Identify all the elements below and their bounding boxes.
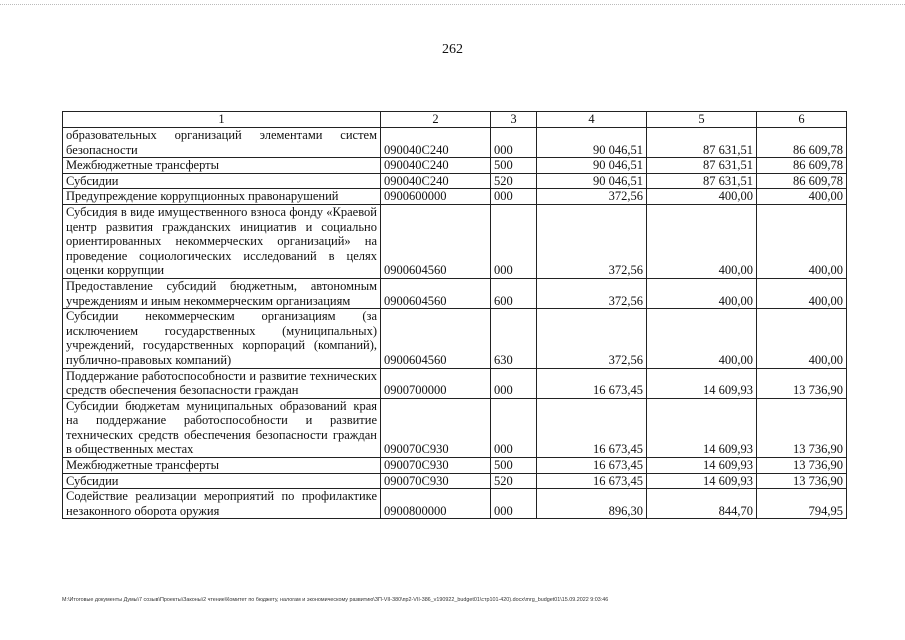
row-name: Субсидии <box>63 473 381 489</box>
row-code: 0900604560 <box>381 204 491 278</box>
row-name: Содействие реализации мероприятий по профилактике незаконного оборота оружия <box>63 489 381 519</box>
row-kvr: 630 <box>491 309 537 368</box>
row-code: 0900700000 <box>381 368 491 398</box>
table-row <box>63 173 847 189</box>
row-value-1: 16 673,45 <box>537 368 647 398</box>
row-code: 0900600000 <box>381 189 491 205</box>
row-value-3: 400,00 <box>757 309 847 368</box>
row-value-2: 14 609,93 <box>647 368 757 398</box>
row-code: 0900800000 <box>381 489 491 519</box>
row-code: 0900604560 <box>381 278 491 308</box>
table-row <box>63 189 847 205</box>
table-row <box>63 398 847 457</box>
row-value-1: 372,56 <box>537 189 647 205</box>
table-row <box>63 368 847 398</box>
row-value-3: 400,00 <box>757 204 847 278</box>
row-name: образовательных организаций элементами систем безопасности <box>63 128 381 158</box>
row-value-2: 14 609,93 <box>647 473 757 489</box>
row-value-2: 400,00 <box>647 278 757 308</box>
row-name: Субсидии бюджетам муниципальных образований края на поддержание работоспособности и развитие технических средств обеспечения безопасности граждан в общественных местах <box>63 398 381 457</box>
row-kvr: 500 <box>491 158 537 174</box>
header-col-4: 4 <box>537 112 647 128</box>
row-value-1: 896,30 <box>537 489 647 519</box>
row-value-3: 400,00 <box>757 278 847 308</box>
row-name: Субсидия в виде имущественного взноса фонду «Краевой центр развития гражданских инициатив и социально ориентированных некоммерческих организаций» на проведение социологических исследований в целях оценки коррупции <box>63 204 381 278</box>
row-kvr: 520 <box>491 473 537 489</box>
row-kvr: 000 <box>491 398 537 457</box>
row-name: Предупреждение коррупционных правонарушений <box>63 189 381 205</box>
row-value-3: 86 609,78 <box>757 158 847 174</box>
row-code: 090040С240 <box>381 173 491 189</box>
row-value-3: 13 736,90 <box>757 398 847 457</box>
row-value-1: 90 046,51 <box>537 128 647 158</box>
row-value-1: 372,56 <box>537 278 647 308</box>
row-value-3: 86 609,78 <box>757 128 847 158</box>
row-value-2: 400,00 <box>647 309 757 368</box>
row-value-2: 87 631,51 <box>647 173 757 189</box>
row-value-1: 90 046,51 <box>537 173 647 189</box>
row-value-1: 16 673,45 <box>537 458 647 474</box>
row-name: Субсидии некоммерческим организациям (за исключением государственных (муниципальных) учреждений, государственных корпораций (компаний), публично-правовых компаний) <box>63 309 381 368</box>
budget-table <box>62 111 847 519</box>
row-name: Предоставление субсидий бюджетным, автономным учреждениям и иным некоммерческим организациям <box>63 278 381 308</box>
table-header-row <box>63 112 847 128</box>
page-number: 262 <box>442 42 463 57</box>
row-code: 0900604560 <box>381 309 491 368</box>
header-col-3: 3 <box>491 112 537 128</box>
row-value-1: 372,56 <box>537 204 647 278</box>
row-value-3: 86 609,78 <box>757 173 847 189</box>
row-value-1: 16 673,45 <box>537 473 647 489</box>
header-col-6: 6 <box>757 112 847 128</box>
row-code: 090040С240 <box>381 128 491 158</box>
table-row <box>63 278 847 308</box>
top-border-line <box>0 4 905 5</box>
row-value-3: 400,00 <box>757 189 847 205</box>
table-row <box>63 458 847 474</box>
row-kvr: 500 <box>491 458 537 474</box>
row-value-3: 13 736,90 <box>757 458 847 474</box>
row-value-3: 13 736,90 <box>757 368 847 398</box>
row-value-3: 13 736,90 <box>757 473 847 489</box>
row-name: Межбюджетные трансферты <box>63 158 381 174</box>
row-value-2: 14 609,93 <box>647 398 757 457</box>
table-row <box>63 489 847 519</box>
table-row <box>63 128 847 158</box>
row-name: Субсидии <box>63 173 381 189</box>
row-value-2: 400,00 <box>647 189 757 205</box>
table-row <box>63 158 847 174</box>
row-kvr: 000 <box>491 489 537 519</box>
table-row <box>63 204 847 278</box>
row-kvr: 000 <box>491 204 537 278</box>
row-kvr: 000 <box>491 128 537 158</box>
row-value-2: 87 631,51 <box>647 128 757 158</box>
row-code: 090070С930 <box>381 458 491 474</box>
header-col-2: 2 <box>381 112 491 128</box>
row-name: Поддержание работоспособности и развитие технических средств обеспечения безопасности граждан <box>63 368 381 398</box>
row-value-2: 844,70 <box>647 489 757 519</box>
header-col-1: 1 <box>63 112 381 128</box>
row-kvr: 000 <box>491 189 537 205</box>
row-value-1: 372,56 <box>537 309 647 368</box>
table-row <box>63 309 847 368</box>
row-value-3: 794,95 <box>757 489 847 519</box>
row-kvr: 000 <box>491 368 537 398</box>
row-kvr: 520 <box>491 173 537 189</box>
row-value-1: 16 673,45 <box>537 398 647 457</box>
row-value-1: 90 046,51 <box>537 158 647 174</box>
row-value-2: 400,00 <box>647 204 757 278</box>
document-path-footer: M:\Итоговые документы Думы\7 созыв\Проекты\Законы\2 чтение\Комитет по бюджету, налогам и экономическому развитию\ЗП-VII-380\пр2-VII-386_v190922_budget01\стр101-420).docx\mrg_budget01\15.09.2022 9:03:46 <box>62 597 609 603</box>
row-code: 090070С930 <box>381 398 491 457</box>
row-kvr: 600 <box>491 278 537 308</box>
header-col-5: 5 <box>647 112 757 128</box>
row-value-2: 14 609,93 <box>647 458 757 474</box>
row-code: 090070С930 <box>381 473 491 489</box>
table-row <box>63 473 847 489</box>
row-name: Межбюджетные трансферты <box>63 458 381 474</box>
row-value-2: 87 631,51 <box>647 158 757 174</box>
row-code: 090040С240 <box>381 158 491 174</box>
